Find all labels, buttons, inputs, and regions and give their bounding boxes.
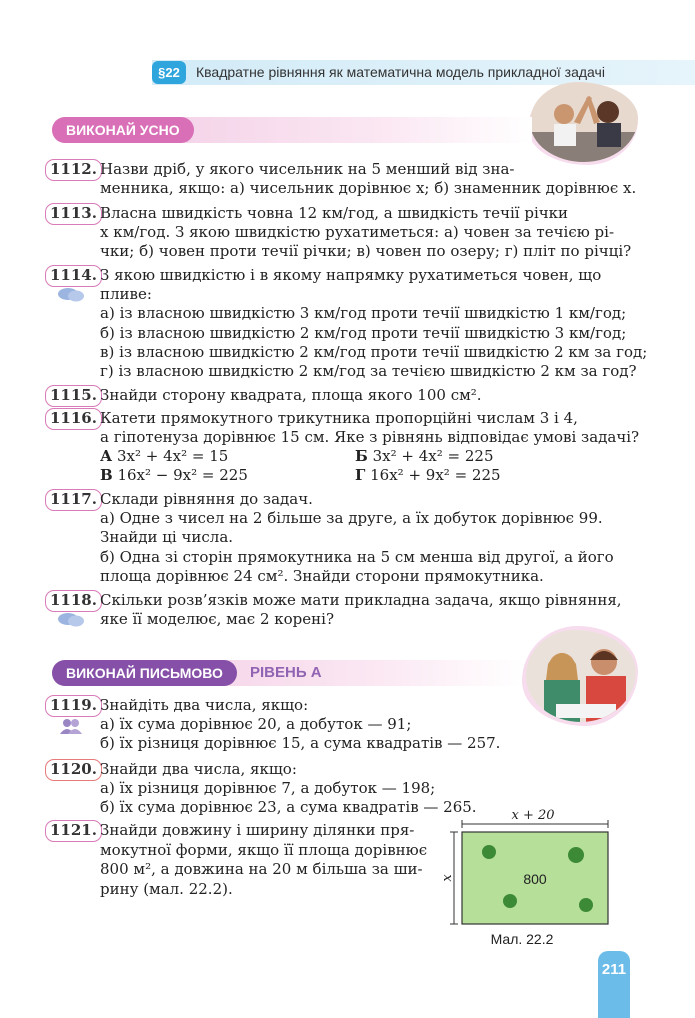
answer-option: А 3x² + 4x² = 15 [100, 447, 229, 465]
problem-number: 1112. [45, 159, 102, 181]
area-label: 800 [523, 871, 547, 887]
level-label: РІВЕНЬ А [250, 664, 322, 681]
pair-work-icon [57, 718, 85, 734]
answer-option: Б 3x² + 4x² = 225 [355, 447, 494, 465]
problem-text: Знайди сторону квадрата, площа якого 100 см². [100, 386, 482, 404]
problem-text: Склади рівняння до задач. а) Одне з чисел на 2 більше за друге, а їх добуток дорівнює 99. Знайди ці числа. б) Одна зі сторін прямокутника на 5 см менша від другої, а його площа дорівнює 24 см². Знайди сторони прямокутника. [100, 490, 614, 585]
section-badge: §22 [152, 61, 186, 84]
problem-number: 1113. [45, 203, 102, 225]
rectangle-figure [440, 806, 625, 954]
discussion-bubble-icon [57, 612, 85, 628]
page-number: 211 [598, 951, 630, 1018]
problem-number: 1121. [45, 820, 102, 842]
problem-number: 1114. [45, 265, 102, 287]
top-dimension-label: x + 20 [511, 808, 555, 823]
problem-text: Знайди два числа, якщо: а) їх різниця дорівнює 7, а добуток — 198; б) їх сума дорівнює 23, а сума квадратів — 265. [100, 760, 477, 817]
problem-number: 1118. [45, 590, 102, 612]
problem-text: Катети прямокутного трикутника пропорційні числам 3 і 4, а гіпотенуза дорівнює 15 см. Яке з рівнянь відповідає умові задачі? [100, 409, 640, 447]
discussion-bubble-icon [57, 287, 85, 303]
figure-caption: Мал. 22.2 [490, 931, 554, 947]
problem-text: З якою швидкістю і в якому напрямку рухатиметься човен, що пливе: а) із власною швидкістю 3 км/год проти течії швидкістю 1 км/год; б) із власною швидкістю 2 км/год проти течії швидкістю 3 км/год; в) із власною швидкістю 2 км/год проти течії швидкістю 2 км за год; г) із власною швидкістю 2 км/год за течією швидкістю 2 км за год? [100, 266, 648, 381]
answer-option: Г 16x² + 9x² = 225 [355, 466, 501, 484]
problem-number: 1119. [45, 695, 102, 717]
problem-text: Скільки розв’язків може мати прикладна задача, якщо рівняння, яке її моделює, має 2 корені? [100, 591, 622, 629]
problem-text: Знайди довжину і ширину ділянки пря- мокутної форми, якщо її площа дорівнює 800 м², а довжина на 20 м більша за ши- рину (мал. 22.2). [100, 821, 428, 898]
problem-text: Власна швидкість човна 12 км/год, а швидкість течії річки x км/год. З якою швидкістю рухатиметься: а) човен за течією рі- чки; б) човен проти течії річки; в) човен по озеру; г) пліт по річці? [100, 204, 632, 261]
problem-number: 1115. [45, 385, 102, 407]
problem-number: 1117. [45, 489, 102, 511]
problem-number: 1116. [45, 408, 102, 430]
oral-section-tag: ВИКОНАЙ УСНО [52, 117, 194, 143]
side-dimension-label: x [440, 874, 455, 882]
written-section-tag: ВИКОНАЙ ПИСЬМОВО [52, 660, 237, 686]
answer-option: В 16x² − 9x² = 225 [100, 466, 248, 484]
header-title: Квадратне рівняння як математична модель прикладної задачі [196, 64, 605, 80]
problem-number: 1120. [45, 759, 102, 781]
problem-text: Назви дріб, у якого чисельник на 5 менший від зна- менника, якщо: а) чисельник дорівнює x; б) знаменник дорівнює x. [100, 160, 637, 198]
problem-text: Знайдіть два числа, якщо: а) їх сума дорівнює 20, а добуток — 91; б) їх різниця дорівнює 15, а сума квадратів — 257. [100, 696, 501, 753]
